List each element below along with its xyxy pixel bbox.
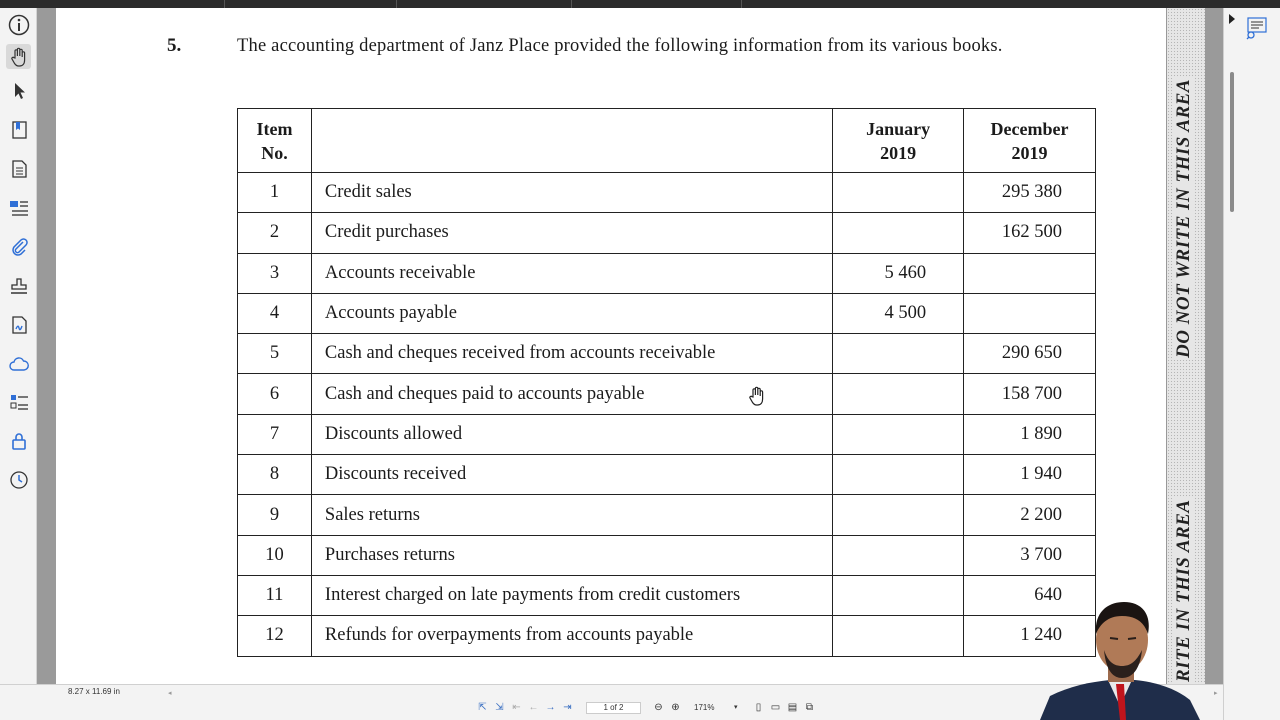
table-row xyxy=(238,173,1096,213)
title-bar xyxy=(0,0,1280,8)
item-description: Accounts receivable xyxy=(311,253,832,293)
item-description: Credit sales xyxy=(311,173,832,213)
january-value: 5 460 xyxy=(833,253,964,293)
split-view-icon[interactable]: ⧉ xyxy=(805,702,814,713)
item-number: 2 xyxy=(238,213,312,253)
table-row xyxy=(238,616,1096,656)
fit-page-icon[interactable]: ⇱ xyxy=(478,702,487,713)
single-page-icon[interactable]: ▯ xyxy=(755,702,762,713)
cloud-icon[interactable] xyxy=(6,351,31,376)
header-item-no: Item No. xyxy=(238,109,312,173)
zoom-dropdown-icon[interactable]: ▾ xyxy=(734,704,738,711)
item-description: Cash and cheques paid to accounts payable xyxy=(311,374,832,414)
zoom-tools xyxy=(652,701,682,714)
january-value xyxy=(833,213,964,253)
left-toolbar xyxy=(0,8,37,684)
january-value xyxy=(833,334,964,374)
scroll-left-icon[interactable]: ◂ xyxy=(168,690,172,697)
item-description: Purchases returns xyxy=(311,535,832,575)
hand-cursor-icon xyxy=(746,385,768,407)
page-nav-tools xyxy=(476,701,574,714)
item-description: Discounts allowed xyxy=(311,414,832,454)
continuous-scroll-icon[interactable]: ▤ xyxy=(787,702,798,713)
form-fields-icon[interactable] xyxy=(6,389,31,414)
select-arrow-icon[interactable] xyxy=(6,78,31,103)
pages-icon[interactable] xyxy=(6,156,31,181)
item-number: 12 xyxy=(238,616,312,656)
header-january: January 2019 xyxy=(833,109,964,173)
tab-segment[interactable] xyxy=(225,0,397,8)
collapse-arrow-icon[interactable] xyxy=(1229,14,1235,24)
january-value xyxy=(833,374,964,414)
item-number: 5 xyxy=(238,334,312,374)
accounts-table xyxy=(237,108,1096,657)
do-not-write-margin xyxy=(1166,8,1206,684)
january-value xyxy=(833,414,964,454)
zoom-in-icon[interactable]: ⊕ xyxy=(671,702,680,713)
table-row xyxy=(238,334,1096,374)
header-description xyxy=(311,109,832,173)
previous-page-icon[interactable]: ← xyxy=(528,702,539,713)
item-number: 1 xyxy=(238,173,312,213)
december-value xyxy=(964,293,1096,333)
page-size-readout: 8.27 x 11.69 in xyxy=(68,687,120,696)
margin-warning-upper: DO NOT WRITE IN THIS AREA xyxy=(1173,78,1194,358)
info-icon[interactable] xyxy=(6,12,31,37)
item-description: Discounts received xyxy=(311,455,832,495)
item-number: 6 xyxy=(238,374,312,414)
pdf-page[interactable] xyxy=(56,8,1166,684)
history-icon[interactable] xyxy=(6,467,31,492)
margin-warning-lower: RITE IN THIS AREA xyxy=(1173,499,1194,682)
december-value: 640 xyxy=(964,575,1096,615)
december-value: 1 890 xyxy=(964,414,1096,454)
table-row xyxy=(238,414,1096,454)
two-page-icon[interactable]: ▭ xyxy=(770,702,781,713)
december-value: 162 500 xyxy=(964,213,1096,253)
january-value xyxy=(833,575,964,615)
security-lock-icon[interactable] xyxy=(6,428,31,453)
question-text: The accounting department of Janz Place provided the following information from its various books. xyxy=(237,36,1003,56)
item-description: Refunds for overpayments from accounts payable xyxy=(311,616,832,656)
zoom-level[interactable]: 171% xyxy=(694,703,715,712)
item-number: 7 xyxy=(238,414,312,454)
item-description: Sales returns xyxy=(311,495,832,535)
item-description: Interest charged on late payments from credit customers xyxy=(311,575,832,615)
header-december: December 2019 xyxy=(964,109,1096,173)
zoom-out-icon[interactable]: ⊖ xyxy=(654,702,663,713)
search-panel-icon[interactable] xyxy=(1244,15,1270,41)
table-row xyxy=(238,575,1096,615)
item-number: 10 xyxy=(238,535,312,575)
view-mode-tools xyxy=(752,701,816,714)
item-number: 4 xyxy=(238,293,312,333)
attachment-icon[interactable] xyxy=(6,234,31,259)
item-description: Credit purchases xyxy=(311,213,832,253)
tab-segment[interactable] xyxy=(397,0,572,8)
vertical-scrollbar-thumb[interactable] xyxy=(1230,72,1234,212)
table-row xyxy=(238,455,1096,495)
january-value xyxy=(833,455,964,495)
item-number: 9 xyxy=(238,495,312,535)
tab-segment[interactable] xyxy=(572,0,742,8)
december-value: 3 700 xyxy=(964,535,1096,575)
hand-tool-icon[interactable] xyxy=(6,44,31,69)
last-page-icon[interactable]: ⇥ xyxy=(563,702,572,713)
table-row xyxy=(238,213,1096,253)
january-value xyxy=(833,173,964,213)
december-value: 295 380 xyxy=(964,173,1096,213)
page-number-field[interactable]: 1 of 2 xyxy=(586,702,641,714)
table-header-row xyxy=(238,109,1096,173)
scroll-right-icon[interactable]: ▸ xyxy=(1214,690,1218,697)
item-number: 11 xyxy=(238,575,312,615)
tab-segment[interactable] xyxy=(0,0,225,8)
comments-list-icon[interactable] xyxy=(6,195,31,220)
december-value: 158 700 xyxy=(964,374,1096,414)
january-value xyxy=(833,535,964,575)
next-page-icon[interactable]: → xyxy=(545,702,556,713)
table-row xyxy=(238,293,1096,333)
fit-width-icon[interactable]: ⇲ xyxy=(495,702,504,713)
item-description: Cash and cheques received from accounts receivable xyxy=(311,334,832,374)
table-row xyxy=(238,253,1096,293)
december-value: 2 200 xyxy=(964,495,1096,535)
december-value: 1 240 xyxy=(964,616,1096,656)
first-page-icon[interactable]: ⇤ xyxy=(512,702,521,713)
december-value: 1 940 xyxy=(964,455,1096,495)
item-number: 3 xyxy=(238,253,312,293)
january-value xyxy=(833,495,964,535)
table-row xyxy=(238,535,1096,575)
table-row xyxy=(238,374,1096,414)
table-row xyxy=(238,495,1096,535)
question-number: 5. xyxy=(167,35,182,56)
january-value: 4 500 xyxy=(833,293,964,333)
signed-document-icon[interactable] xyxy=(6,312,31,337)
presenter-webcam-image xyxy=(1040,596,1200,720)
bookmarks-icon[interactable] xyxy=(6,117,31,142)
january-value xyxy=(833,616,964,656)
item-number: 8 xyxy=(238,455,312,495)
scroll-gutter xyxy=(1206,8,1223,684)
december-value xyxy=(964,253,1096,293)
december-value: 290 650 xyxy=(964,334,1096,374)
stamp-icon[interactable] xyxy=(6,273,31,298)
item-description: Accounts payable xyxy=(311,293,832,333)
